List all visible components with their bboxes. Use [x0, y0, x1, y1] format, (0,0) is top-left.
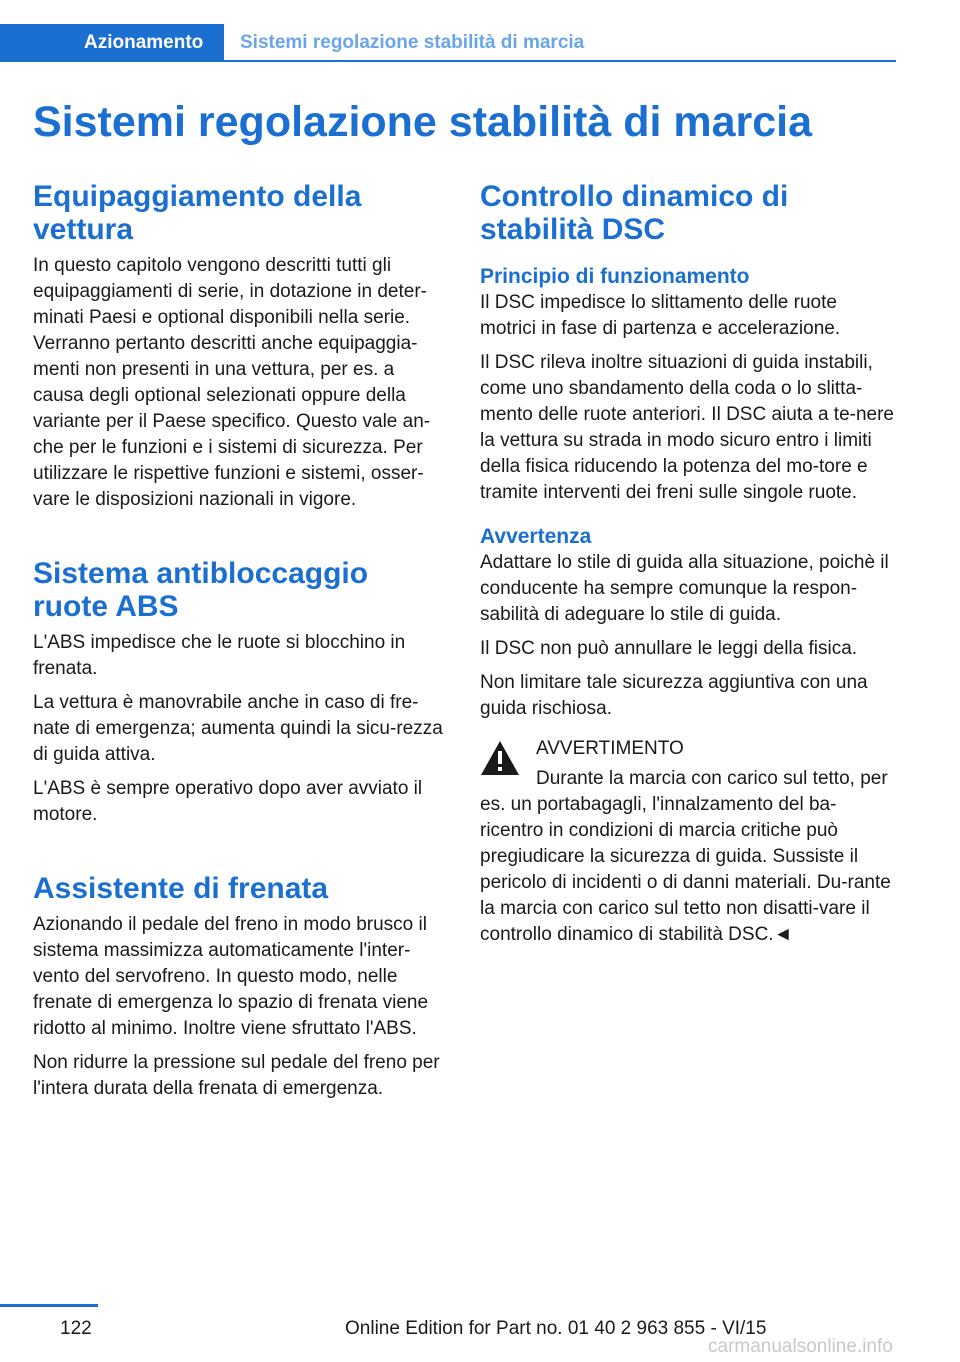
note-paragraph-1: Adattare lo stile di guida alla situazione, poichè il conducente ha sempre comunque la respon-sabilità di adeguare lo stile di guida. — [480, 552, 889, 625]
warning-box — [480, 736, 894, 948]
page-title: Sistemi regolazione stabilità di marcia — [33, 98, 813, 146]
brake-assist-paragraph-1: Azionando il pedale del freno in modo brusco il sistema massimizza automaticamente l'inter-vento del servofreno. In questo modo, nelle frenate di emergenza lo spazio di frenata viene ridotto al minimo. Inoltre viene sfruttato l'ABS. — [33, 914, 429, 1039]
dsc-heading: Controllo dinamico di stabilità DSC — [480, 180, 789, 246]
page-header — [0, 0, 960, 64]
brake-assist-paragraph-2: Non ridurre la pressione sul pedale del freno per l'intera durata della frenata di emergenza. — [33, 1052, 440, 1099]
note-heading: Avvertenza — [480, 525, 592, 548]
page-number: 122 — [60, 1318, 92, 1339]
abs-heading: Sistema antibloccaggio ruote ABS — [33, 557, 369, 623]
dsc-paragraph-1: Il DSC impedisce lo slittamento delle ruote motrici in fase di partenza e accelerazione. — [480, 292, 841, 339]
equipment-text: In questo capitolo vengono descritti tutti gli equipaggiamenti di serie, in dotazione in deter-minati Paesi e optional disponibili nella serie. Verranno pertanto descritti anche equipaggia-menti non presenti in una vettura, per es. a causa degli optional selezionati oppure della variante per il Paese specifico. Questo vale an-che per le funzioni e i sistemi di sicurezza. Per utilizzare le rispettive funzioni e sistemi, osser-vare le disposizioni nazionali in vigore. — [33, 255, 431, 510]
note-paragraph-2: Il DSC non può annullare le leggi della fisica. — [480, 638, 858, 659]
header-rule — [224, 60, 896, 62]
warning-title: AVVERTIMENTO — [536, 738, 684, 759]
principle-heading: Principio di funzionamento — [480, 265, 750, 288]
dsc-paragraph-2: Il DSC rileva inoltre situazioni di guida instabili, come uno sbandamento della coda o lo slitta-mento delle ruote anteriori. Il DSC aiuta a te-nere la vettura su strada in modo sicuro entro i limiti della fisica riducendo la potenza del mo-tore e tramite interventi dei freni sulle singole ruote. — [480, 352, 894, 503]
left-column — [33, 180, 447, 1110]
edition-note: Online Edition for Part no. 01 40 2 963 855 - VI/15 — [345, 1318, 767, 1339]
footer-rule — [0, 1304, 98, 1307]
warning-triangle-icon — [480, 740, 520, 776]
header-section-tab: Azionamento — [0, 24, 224, 62]
abs-paragraph-1: L'ABS impedisce che le ruote si blocchino in frenata. — [33, 632, 406, 679]
header-topic: Sistemi regolazione stabilità di marcia — [240, 32, 585, 53]
brake-assist-heading: Assistente di frenata — [33, 872, 329, 905]
abs-paragraph-3: L'ABS è sempre operativo dopo aver avviato il motore. — [33, 778, 423, 825]
right-column — [480, 180, 894, 956]
watermark: carmanualsonline.info — [708, 1336, 893, 1357]
equipment-heading: Equipaggiamento della vettura — [33, 180, 362, 246]
warning-text: Durante la marcia con carico sul tetto, per es. un portabagagli, l'innalzamento del ba-ricentro in condizioni di marcia critiche può pregiudicare la sicurezza di guida. Sussiste il pericolo di incidenti o di danni materiali. Du-rante la marcia con carico sul tetto non disatti-vare il controllo dinamico di stabilità DSC.◄ — [480, 768, 891, 945]
abs-paragraph-2: La vettura è manovrabile anche in caso di fre-nate di emergenza; aumenta quindi la sicu-rezza di guida attiva. — [33, 692, 443, 765]
note-paragraph-3: Non limitare tale sicurezza aggiuntiva con una guida rischiosa. — [480, 672, 868, 719]
